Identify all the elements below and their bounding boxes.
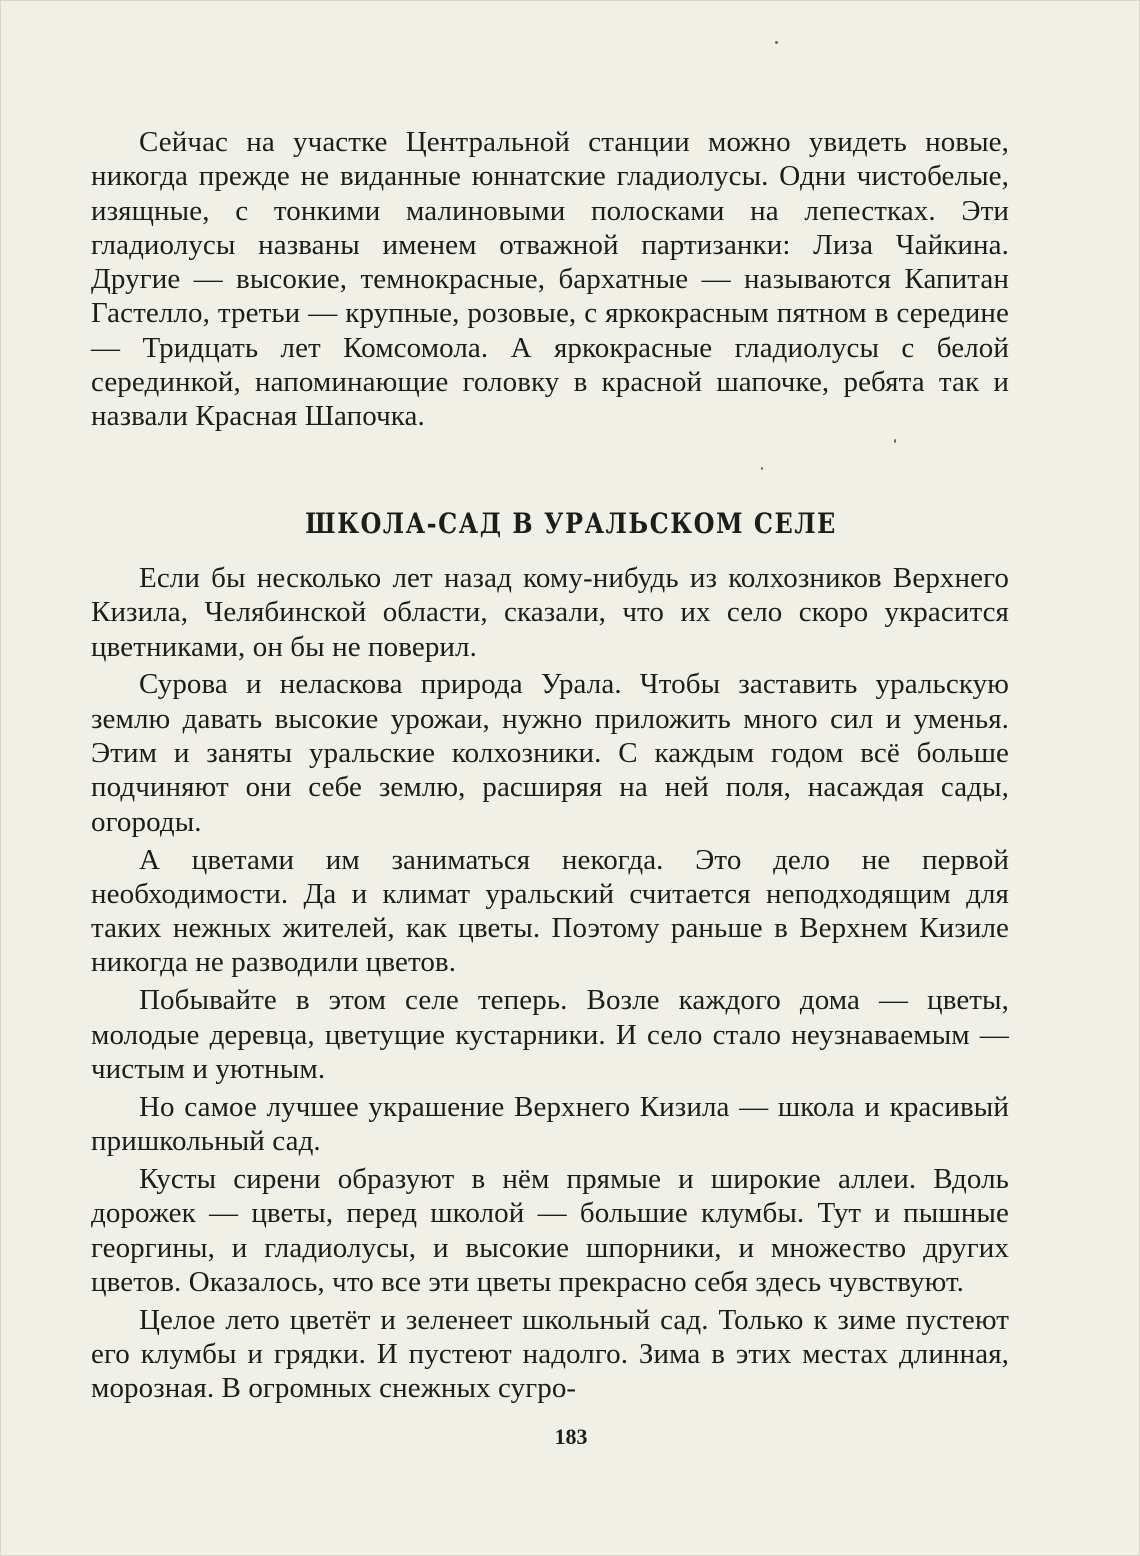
- paragraph: Побывайте в этом селе теперь. Возле каждого дома — цветы, молодые деревца, цветущие кустарники. И село стало неузнаваемым — чистым и уютным.: [91, 984, 1009, 1085]
- paragraph: Если бы несколько лет назад кому-нибудь из колхозников Верхнего Кизила, Челябинской области, сказали, что их село скоро украсится цветниками, он бы не поверил.: [91, 562, 1009, 663]
- page-number: 183: [554, 1424, 588, 1449]
- paragraph: Целое лето цветёт и зеленеет школьный сад. Только к зиме пустеют его клумбы и грядки. И пустеют надолго. Зима в этих местах длинная, морозная. В огромных снежных сугро-: [91, 1303, 1009, 1405]
- paragraph: Но самое лучшее украшение Верхнего Кизила — школа и красивый пришкольный сад.: [91, 1090, 1009, 1158]
- section-text-block: [91, 561, 1009, 1406]
- print-speck: [775, 41, 778, 44]
- paragraph: Кусты сирени образуют в нём прямые и широкие аллеи. Вдоль дорожек — цветы, перед школой — большие клумбы. Тут и пышные георгины, и гладиолусы, и высокие шпорники, и множество других цветов. Оказалось, что все эти цветы прекрасно себя здесь чувствуют.: [91, 1163, 1009, 1298]
- intro-paragraph: Сейчас на участке Центральной станции можно увидеть новые, никогда прежде не виданные юннатские гладиолусы. Одни чистобелые, изящные, с тонкими малиновыми полосками на лепестках. Эти гладиолусы названы именем отважной партизанки: Лиза Чайкина. Другие — высокие, темнокрасные, бархатные — называются Капитан Гастелло, третьи — крупные, розовые, с яркокрасным пятном в середине — Тридцать лет Комсомола. А яркокрасные гладиолусы с белой серединкой, напоминающие головку в красной шапочке, ребята так и назвали Красная Шапочка.: [91, 126, 1009, 433]
- paragraph: Сурова и неласкова природа Урала. Чтобы заставить уральскую землю давать высокие урожаи, нужно приложить много сил и уменья. Этим и заняты уральские колхозники. С каждым годом всё больше подчиняют они себе землю, расширяя на ней поля, насаждая сады, огороды.: [91, 668, 1009, 838]
- paragraph: А цветами им заниматься некогда. Это дело не первой необходимости. Да и климат уральский считается неподходящим для таких нежных жителей, как цветы. Поэтому раньше в Верхнем Кизиле никогда не разводили цветов.: [91, 843, 1009, 979]
- intro-text-block: [91, 125, 1009, 434]
- print-speck: [761, 467, 763, 470]
- print-speck: [894, 439, 896, 443]
- section-heading: ШКОЛА-САД В УРАЛЬСКОМ СЕЛЕ: [305, 506, 837, 541]
